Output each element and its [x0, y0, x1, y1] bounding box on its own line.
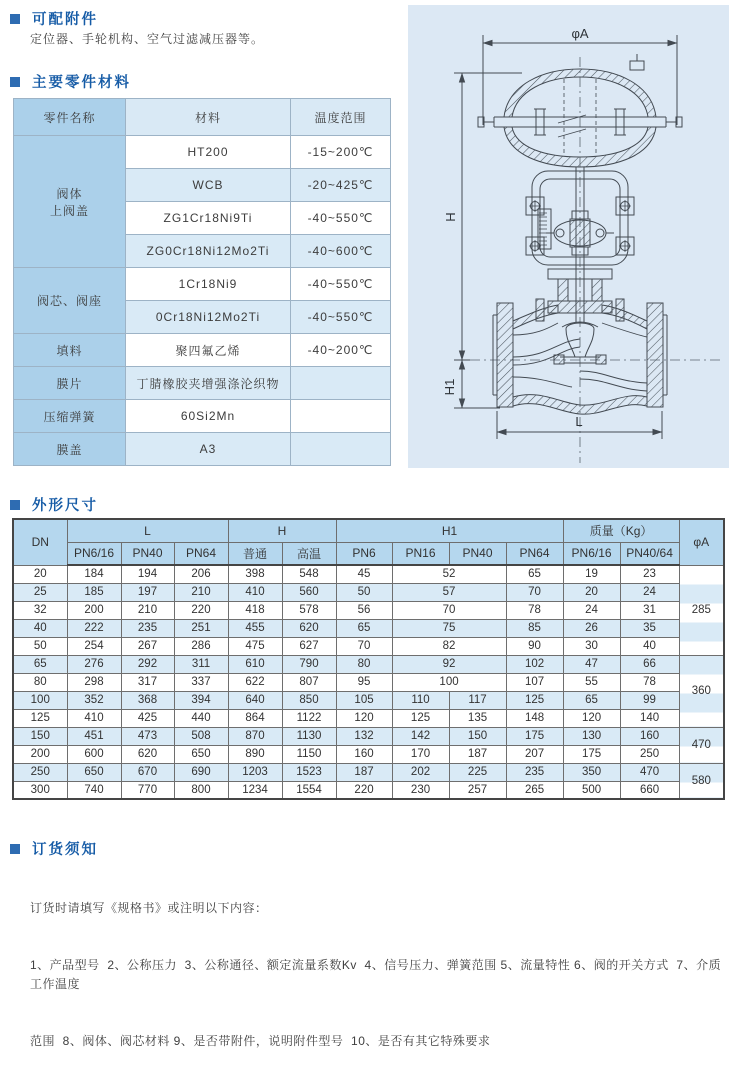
dims-cell: 70	[392, 601, 506, 619]
dims-cell: 66	[620, 655, 679, 673]
temp-range-cell: -40~550℃	[291, 301, 391, 334]
dims-cell: 455	[228, 619, 282, 637]
valve-technical-drawing	[408, 5, 729, 468]
dims-cell: 125	[13, 709, 67, 727]
dims-cell: 78	[506, 601, 563, 619]
dims-cell: 807	[282, 673, 336, 691]
header-dn: DN	[13, 519, 67, 565]
dims-cell: 175	[563, 745, 620, 763]
section-title: 订货须知	[32, 842, 98, 858]
dims-cell: 548	[282, 565, 336, 583]
dims-cell: 230	[392, 781, 449, 799]
dims-cell: 578	[282, 601, 336, 619]
temp-range-cell: -40~550℃	[291, 202, 391, 235]
dims-cell: 99	[620, 691, 679, 709]
dims-cell: 250	[620, 745, 679, 763]
dims-cell: 55	[563, 673, 620, 691]
dims-row	[13, 691, 724, 709]
dims-cell: 56	[336, 601, 392, 619]
section-title: 主要零件材料	[32, 75, 131, 91]
dims-cell: 251	[174, 619, 228, 637]
dims-cell: 890	[228, 745, 282, 763]
section-title: 外形尺寸	[32, 498, 98, 514]
dims-cell: 292	[121, 655, 174, 673]
dims-cell: 1130	[282, 727, 336, 745]
dims-cell: 360	[679, 655, 724, 727]
section-dimensions-heading	[10, 494, 98, 515]
dims-cell: 75	[392, 619, 506, 637]
dims-cell: 317	[121, 673, 174, 691]
dims-cell: 267	[121, 637, 174, 655]
dims-cell: 95	[336, 673, 392, 691]
dims-cell: 1150	[282, 745, 336, 763]
dims-cell: 102	[506, 655, 563, 673]
dims-cell: 368	[121, 691, 174, 709]
dims-cell: 110	[392, 691, 449, 709]
material-cell: A3	[126, 433, 291, 466]
dims-cell: 470	[620, 763, 679, 781]
temp-range-cell	[291, 400, 391, 433]
dims-cell: 100	[13, 691, 67, 709]
dims-row	[13, 619, 724, 637]
dims-cell: 286	[174, 637, 228, 655]
dims-cell: 800	[174, 781, 228, 799]
dims-cell: 257	[449, 781, 506, 799]
dims-cell: 870	[228, 727, 282, 745]
material-cell: 0Cr18Ni12Mo2Ti	[126, 301, 291, 334]
dims-cell: 130	[563, 727, 620, 745]
dims-cell: 337	[174, 673, 228, 691]
dims-cell: 150	[449, 727, 506, 745]
dims-cell: 311	[174, 655, 228, 673]
dims-cell: 23	[620, 565, 679, 583]
dims-cell: 78	[620, 673, 679, 691]
dims-cell: 30	[563, 637, 620, 655]
dim-label-L: L	[575, 414, 583, 429]
valve-linework	[454, 35, 720, 463]
section-materials-heading	[10, 71, 131, 92]
dims-cell: 40	[13, 619, 67, 637]
dims-cell: 202	[392, 763, 449, 781]
dims-cell: 85	[506, 619, 563, 637]
dims-subheader-cell: PN40	[449, 542, 506, 565]
header-weight: 质量（Kg）	[563, 519, 679, 542]
temp-range-cell	[291, 367, 391, 400]
dims-cell: 170	[392, 745, 449, 763]
dims-row	[13, 781, 724, 799]
header-h: H	[228, 519, 336, 542]
dims-cell: 1234	[228, 781, 282, 799]
dims-cell: 184	[67, 565, 121, 583]
dims-cell: 200	[67, 601, 121, 619]
dims-subheader-cell: PN6/16	[563, 542, 620, 565]
dims-cell: 207	[506, 745, 563, 763]
dims-cell: 352	[67, 691, 121, 709]
dims-cell: 265	[506, 781, 563, 799]
dims-cell: 740	[67, 781, 121, 799]
dims-subheader-cell: PN6	[336, 542, 392, 565]
dims-cell: 100	[392, 673, 506, 691]
material-cell: 60Si2Mn	[126, 400, 291, 433]
dims-cell: 250	[13, 763, 67, 781]
dims-cell: 45	[336, 565, 392, 583]
dims-row	[13, 673, 724, 691]
dims-cell: 135	[449, 709, 506, 727]
dims-cell: 52	[392, 565, 506, 583]
dims-cell: 864	[228, 709, 282, 727]
part-name-cell: 膜片	[14, 367, 126, 400]
dims-subheader-cell: PN40/64	[620, 542, 679, 565]
dims-cell: 1203	[228, 763, 282, 781]
accessories-body: 定位器、手轮机构、空气过滤减压器等。	[30, 32, 265, 46]
dims-cell: 300	[13, 781, 67, 799]
dims-cell: 92	[392, 655, 506, 673]
valve-drawing-panel	[408, 5, 729, 468]
dims-cell: 690	[174, 763, 228, 781]
dims-cell: 560	[282, 583, 336, 601]
dims-cell: 580	[679, 763, 724, 799]
dims-row	[13, 727, 724, 745]
dims-row	[13, 763, 724, 781]
temp-range-cell: -40~550℃	[291, 268, 391, 301]
dims-cell: 440	[174, 709, 228, 727]
dims-cell: 148	[506, 709, 563, 727]
dims-cell: 254	[67, 637, 121, 655]
materials-row	[14, 400, 391, 433]
dims-cell: 125	[392, 709, 449, 727]
part-name-cell: 阀体 上阀盖	[14, 136, 126, 268]
dims-row	[13, 583, 724, 601]
dims-cell: 298	[67, 673, 121, 691]
dims-cell: 80	[13, 673, 67, 691]
dims-cell: 650	[67, 763, 121, 781]
dims-cell: 660	[620, 781, 679, 799]
dims-cell: 627	[282, 637, 336, 655]
dims-cell: 150	[13, 727, 67, 745]
dims-cell: 508	[174, 727, 228, 745]
dims-cell: 35	[620, 619, 679, 637]
dims-cell: 26	[563, 619, 620, 637]
section-bullet-icon	[10, 500, 20, 510]
dims-cell: 32	[13, 601, 67, 619]
dims-cell: 57	[392, 583, 506, 601]
dims-cell: 235	[506, 763, 563, 781]
dims-cell: 470	[679, 727, 724, 763]
dims-cell: 117	[449, 691, 506, 709]
dims-cell: 107	[506, 673, 563, 691]
dims-cell: 600	[67, 745, 121, 763]
dims-cell: 235	[121, 619, 174, 637]
materials-row	[14, 268, 391, 301]
section-bullet-icon	[10, 14, 20, 24]
materials-table	[13, 98, 391, 466]
dims-row	[13, 709, 724, 727]
dims-cell: 398	[228, 565, 282, 583]
dims-subheader-cell: 高温	[282, 542, 336, 565]
dims-row	[13, 655, 724, 673]
dims-cell: 65	[506, 565, 563, 583]
dims-cell: 220	[336, 781, 392, 799]
temp-range-cell: -15~200℃	[291, 136, 391, 169]
dims-cell: 65	[563, 691, 620, 709]
dims-cell: 90	[506, 637, 563, 655]
dims-cell: 50	[336, 583, 392, 601]
dims-cell: 222	[67, 619, 121, 637]
dims-header-row-1	[13, 519, 724, 542]
dims-cell: 451	[67, 727, 121, 745]
dims-cell: 620	[282, 619, 336, 637]
dims-cell: 120	[336, 709, 392, 727]
dims-cell: 350	[563, 763, 620, 781]
dims-cell: 1122	[282, 709, 336, 727]
ordering-notes	[30, 861, 733, 1070]
dims-cell: 276	[67, 655, 121, 673]
dims-cell: 20	[13, 565, 67, 583]
header-l: L	[67, 519, 228, 542]
dims-cell: 425	[121, 709, 174, 727]
materials-row	[14, 367, 391, 400]
dims-cell: 850	[282, 691, 336, 709]
dims-row	[13, 565, 724, 583]
dims-cell: 1523	[282, 763, 336, 781]
dims-cell: 285	[679, 565, 724, 655]
header-temp-range: 温度范围	[291, 99, 391, 136]
temp-range-cell	[291, 433, 391, 466]
dims-row	[13, 637, 724, 655]
dims-cell: 418	[228, 601, 282, 619]
material-cell: 聚四氟乙烯	[126, 334, 291, 367]
dims-subheader-cell: PN64	[174, 542, 228, 565]
dims-cell: 620	[121, 745, 174, 763]
dims-subheader-cell: PN16	[392, 542, 449, 565]
temp-range-cell: -40~600℃	[291, 235, 391, 268]
temp-range-cell: -40~200℃	[291, 334, 391, 367]
dims-cell: 120	[563, 709, 620, 727]
dims-cell: 210	[121, 601, 174, 619]
section-bullet-icon	[10, 77, 20, 87]
dims-header-row-2	[13, 542, 724, 565]
dims-cell: 640	[228, 691, 282, 709]
dims-cell: 670	[121, 763, 174, 781]
materials-row	[14, 334, 391, 367]
dims-cell: 70	[506, 583, 563, 601]
dims-cell: 187	[336, 763, 392, 781]
part-name-cell: 阀芯、阀座	[14, 268, 126, 334]
ordering-intro: 订货时请填写《规格书》或注明以下内容：	[30, 901, 268, 915]
dims-cell: 473	[121, 727, 174, 745]
dims-cell: 47	[563, 655, 620, 673]
dims-subheader-cell: PN64	[506, 542, 563, 565]
dims-cell: 410	[67, 709, 121, 727]
section-bullet-icon	[10, 844, 20, 854]
section-accessories-heading	[10, 8, 98, 29]
header-phiA: φA	[679, 519, 724, 565]
dims-cell: 65	[13, 655, 67, 673]
materials-row	[14, 433, 391, 466]
dim-label-phiA: φA	[571, 26, 589, 41]
dims-cell: 31	[620, 601, 679, 619]
header-part-name: 零件名称	[14, 99, 126, 136]
dims-cell: 105	[336, 691, 392, 709]
material-cell: HT200	[126, 136, 291, 169]
material-cell: WCB	[126, 169, 291, 202]
material-cell: ZG1Cr18Ni9Ti	[126, 202, 291, 235]
dims-cell: 197	[121, 583, 174, 601]
dims-subheader-cell: PN40	[121, 542, 174, 565]
dims-cell: 210	[174, 583, 228, 601]
dims-cell: 500	[563, 781, 620, 799]
dims-cell: 24	[563, 601, 620, 619]
dims-cell: 40	[620, 637, 679, 655]
dims-subheader-cell: 普通	[228, 542, 282, 565]
dims-cell: 790	[282, 655, 336, 673]
ordering-line: 1、产品型号 2、公称压力 3、公称通径、额定流量系数Kv 4、信号压力、弹簧范围 5、流量特性 6、阀的开关方式 7、介质工作温度	[30, 958, 722, 991]
dims-cell: 225	[449, 763, 506, 781]
dims-cell: 65	[336, 619, 392, 637]
ordering-line: 范围 8、阀体、阀芯材料 9、是否带附件，说明附件型号 10、是否有其它特殊要求	[30, 1034, 491, 1048]
dims-cell: 475	[228, 637, 282, 655]
header-material: 材料	[126, 99, 291, 136]
section-title: 可配附件	[32, 12, 98, 28]
dims-row	[13, 745, 724, 763]
dims-cell: 622	[228, 673, 282, 691]
dims-cell: 194	[121, 565, 174, 583]
dims-cell: 125	[506, 691, 563, 709]
dim-label-H1: H1	[442, 378, 457, 396]
header-h1: H1	[336, 519, 563, 542]
dims-cell: 410	[228, 583, 282, 601]
dims-cell: 200	[13, 745, 67, 763]
dim-label-H: H	[443, 212, 458, 222]
part-name-cell: 压缩弹簧	[14, 400, 126, 433]
dims-cell: 82	[392, 637, 506, 655]
dims-cell: 770	[121, 781, 174, 799]
dims-cell: 25	[13, 583, 67, 601]
section-ordering-heading	[10, 838, 98, 859]
dims-cell: 142	[392, 727, 449, 745]
dims-cell: 185	[67, 583, 121, 601]
materials-header-row	[14, 99, 391, 136]
material-cell: 1Cr18Ni9	[126, 268, 291, 301]
material-cell: ZG0Cr18Ni12Mo2Ti	[126, 235, 291, 268]
material-cell: 丁腈橡胶夹增强涤沦织物	[126, 367, 291, 400]
part-name-cell: 膜盖	[14, 433, 126, 466]
dims-cell: 206	[174, 565, 228, 583]
dims-cell: 24	[620, 583, 679, 601]
dims-cell: 19	[563, 565, 620, 583]
materials-row	[14, 136, 391, 169]
dims-cell: 20	[563, 583, 620, 601]
dims-cell: 80	[336, 655, 392, 673]
dims-row	[13, 601, 724, 619]
dims-subheader-cell: PN6/16	[67, 542, 121, 565]
dims-cell: 1554	[282, 781, 336, 799]
dims-cell: 160	[620, 727, 679, 745]
dims-cell: 132	[336, 727, 392, 745]
part-name-cell: 填料	[14, 334, 126, 367]
dims-cell: 187	[449, 745, 506, 763]
dims-cell: 70	[336, 637, 392, 655]
dims-cell: 610	[228, 655, 282, 673]
dims-cell: 140	[620, 709, 679, 727]
dims-cell: 650	[174, 745, 228, 763]
dims-cell: 160	[336, 745, 392, 763]
dimensions-table	[12, 518, 725, 800]
dims-cell: 50	[13, 637, 67, 655]
dims-cell: 175	[506, 727, 563, 745]
dims-cell: 220	[174, 601, 228, 619]
temp-range-cell: -20~425℃	[291, 169, 391, 202]
dims-cell: 394	[174, 691, 228, 709]
